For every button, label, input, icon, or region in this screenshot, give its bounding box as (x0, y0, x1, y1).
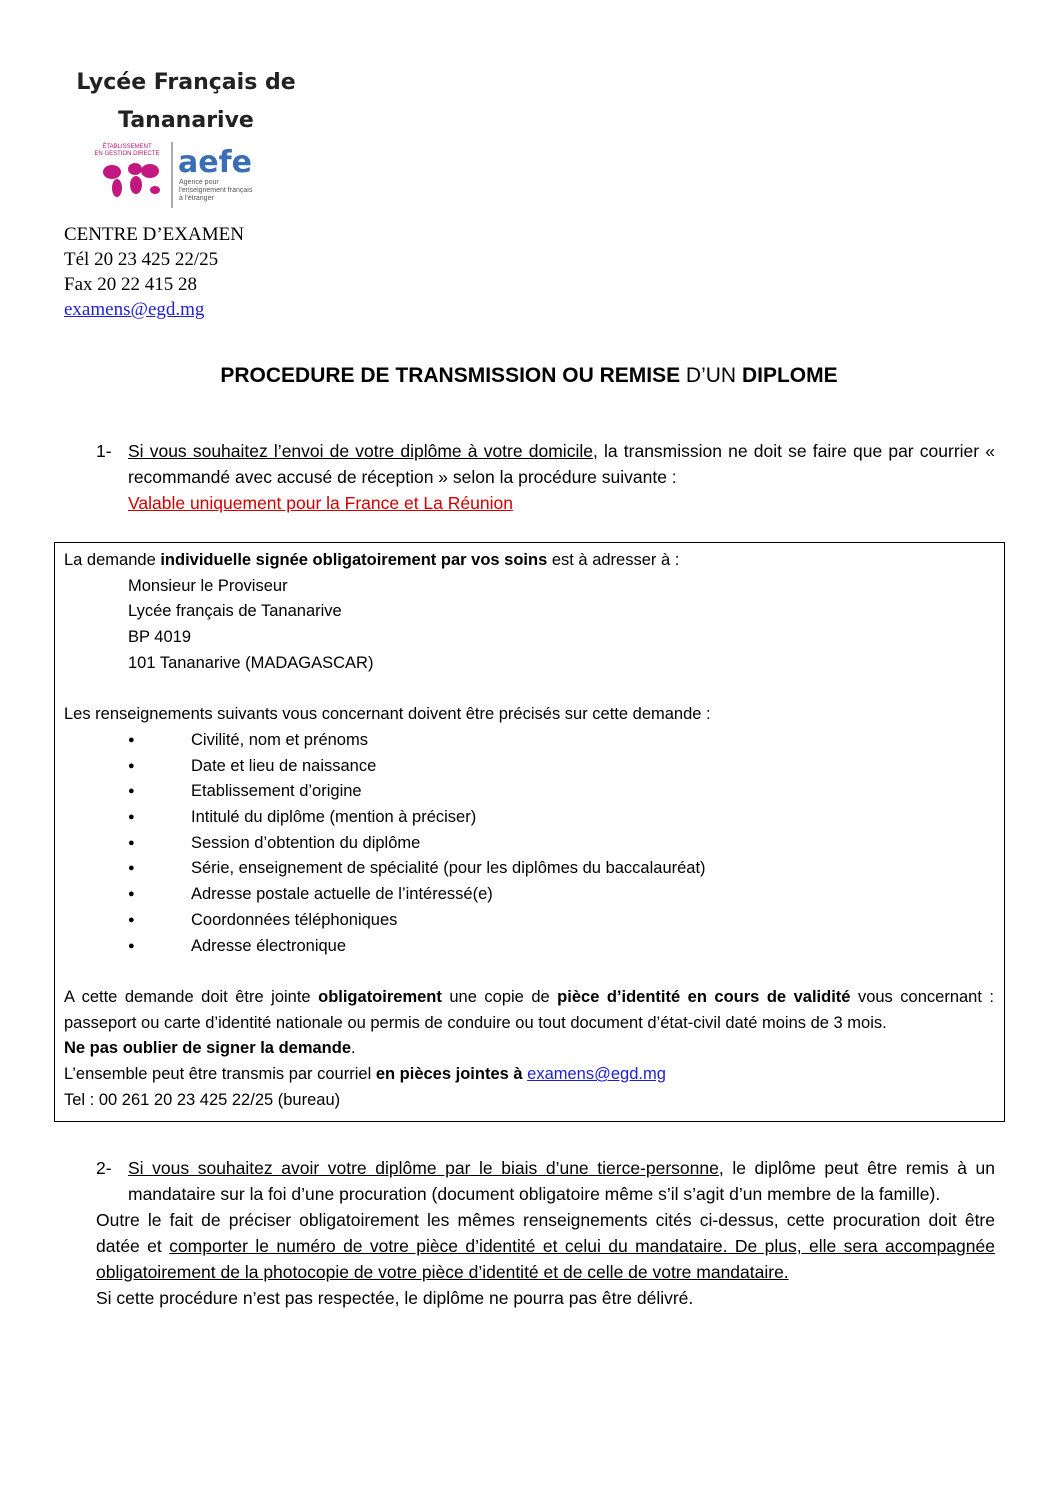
section-1-body: , la transmission ne doit se faire que par courrier « recommandé avec accusé de réception » selon la procédure suivante : (128, 441, 996, 487)
section-2-text (128, 1155, 995, 1207)
address-line: Monsieur le Proviseur (128, 576, 288, 595)
section-2-body: , le diplôme peut être remis à un mandataire sur la foi d’une procuration (document obligatoire même s’il s’agit d’un membre de la famille). (128, 1158, 995, 1204)
contact-block (64, 222, 244, 322)
logo-label-line1: ÉTABLISSEMENT (102, 144, 152, 150)
list-item: ● Adresse électronique (64, 934, 994, 960)
title-part2: D’UN (680, 364, 742, 387)
attach-d: pièce d’identité en cours de validité (557, 987, 851, 1006)
sign-reminder-text: Ne pas oublier de signer la demande (64, 1039, 352, 1058)
section-2-number: 2- (96, 1158, 112, 1178)
contact-email-link[interactable]: examens@egd.mg (64, 299, 205, 320)
info-list (64, 728, 994, 959)
sign-dot: . (351, 1039, 356, 1058)
address-line: 101 Tananarive (MADAGASCAR) (128, 653, 374, 672)
box-intro (64, 548, 994, 574)
box-intro-bold: individuelle signée obligatoirement par vos soins (160, 551, 548, 569)
logo-tagline-line1: Agence pour (179, 179, 219, 186)
box-intro-a: La demande (64, 551, 161, 569)
attach-c: une copie de (441, 987, 558, 1006)
list-item: ● Date et lieu de naissance (64, 754, 994, 780)
section-2-underlined: Si vous souhaitez avoir votre diplôme par le biais d’une tierce-personne (128, 1158, 719, 1178)
school-name-line2: Tananarive (118, 108, 254, 133)
school-name-line1: Lycée Français de (76, 70, 296, 95)
procedure-box (54, 542, 1005, 1122)
attach-e: vous concernant : passeport ou carte d’identité nationale ou permis de conduire ou tout document d’état-civil daté moins de 3 mois. (64, 987, 995, 1032)
attach-b: obligatoirement (318, 987, 442, 1006)
logo-brand: aefe (178, 145, 252, 180)
email-line-a: L’ensemble peut être transmis par courriel (64, 1065, 376, 1084)
section-2 (96, 1155, 995, 1311)
aefe-logo (90, 140, 300, 210)
list-item: ● Intitulé du diplôme (mention à préciser) (64, 805, 994, 831)
section-1-number: 1- (96, 441, 112, 461)
email-line-b: en pièces jointes à (375, 1065, 528, 1084)
list-item: ● Session d’obtention du diplôme (64, 831, 994, 857)
box-tel: Tel : 00 261 20 23 425 22/25 (bureau) (64, 1090, 341, 1109)
list-item: ● Adresse postale actuelle de l’intéressé(e) (64, 882, 994, 908)
list-item: ● Etablissement d’origine (64, 779, 994, 805)
box-intro-c: est à adresser à : (547, 551, 680, 569)
section-1-red-note: Valable uniquement pour la France et La Réunion (128, 493, 513, 513)
section-2-paragraph (96, 1207, 995, 1285)
address-line: BP 4019 (128, 628, 192, 647)
section-1-underlined: Si vous souhaitez l’envoi de votre diplôme à votre domicile (128, 441, 593, 461)
contact-phone: Tél 20 23 425 22/25 (64, 249, 219, 270)
section-2-final: Si cette procédure n’est pas respectée, le diplôme ne pourra pas être délivré. (96, 1288, 694, 1308)
attach-a: A cette demande doit être jointe (64, 987, 319, 1006)
address-line: Lycée français de Tananarive (128, 602, 342, 621)
logo-tagline-line2: l'enseignement français (179, 187, 253, 194)
email-line (64, 1062, 994, 1088)
section-2-para-underlined: comporter le numéro de votre pièce d’identité et celui du mandataire. De plus, elle sera accompagnée obligatoirement de la photocopie de votre pièce d’identité et de celle de votre mandataire. (96, 1236, 995, 1282)
section-1 (96, 438, 995, 516)
title-part3: DIPLOME (741, 364, 838, 387)
section-2-para-a: Outre le fait de préciser obligatoirement les mêmes renseignements cités ci-dessus, cette procuration doit être datée et (96, 1210, 995, 1256)
list-item: ● Série, enseignement de spécialité (pour les diplômes du baccalauréat) (64, 856, 994, 882)
box-email-link[interactable]: examens@egd.mg (527, 1065, 666, 1084)
contact-center: CENTRE D’EXAMEN (64, 224, 244, 245)
world-map-icon (103, 163, 160, 197)
sign-reminder (64, 1036, 994, 1062)
contact-fax: Fax 20 22 415 28 (64, 274, 197, 295)
attachment-paragraph (64, 985, 994, 1036)
section-1-text (128, 438, 995, 490)
info-intro: Les renseignements suivants vous concernant doivent être précisés sur cette demande : (64, 705, 711, 724)
document-title (0, 364, 1058, 388)
logo-label-line2: EN GESTION DIRECTE (94, 151, 160, 157)
list-item: ● Coordonnées téléphoniques (64, 908, 994, 934)
logo-tagline-line3: à l'étranger (179, 195, 214, 202)
title-part1: PROCEDURE DE TRANSMISSION OU REMISE (220, 364, 681, 387)
list-item: ● Civilité, nom et prénoms (64, 728, 994, 754)
school-name (66, 64, 306, 140)
